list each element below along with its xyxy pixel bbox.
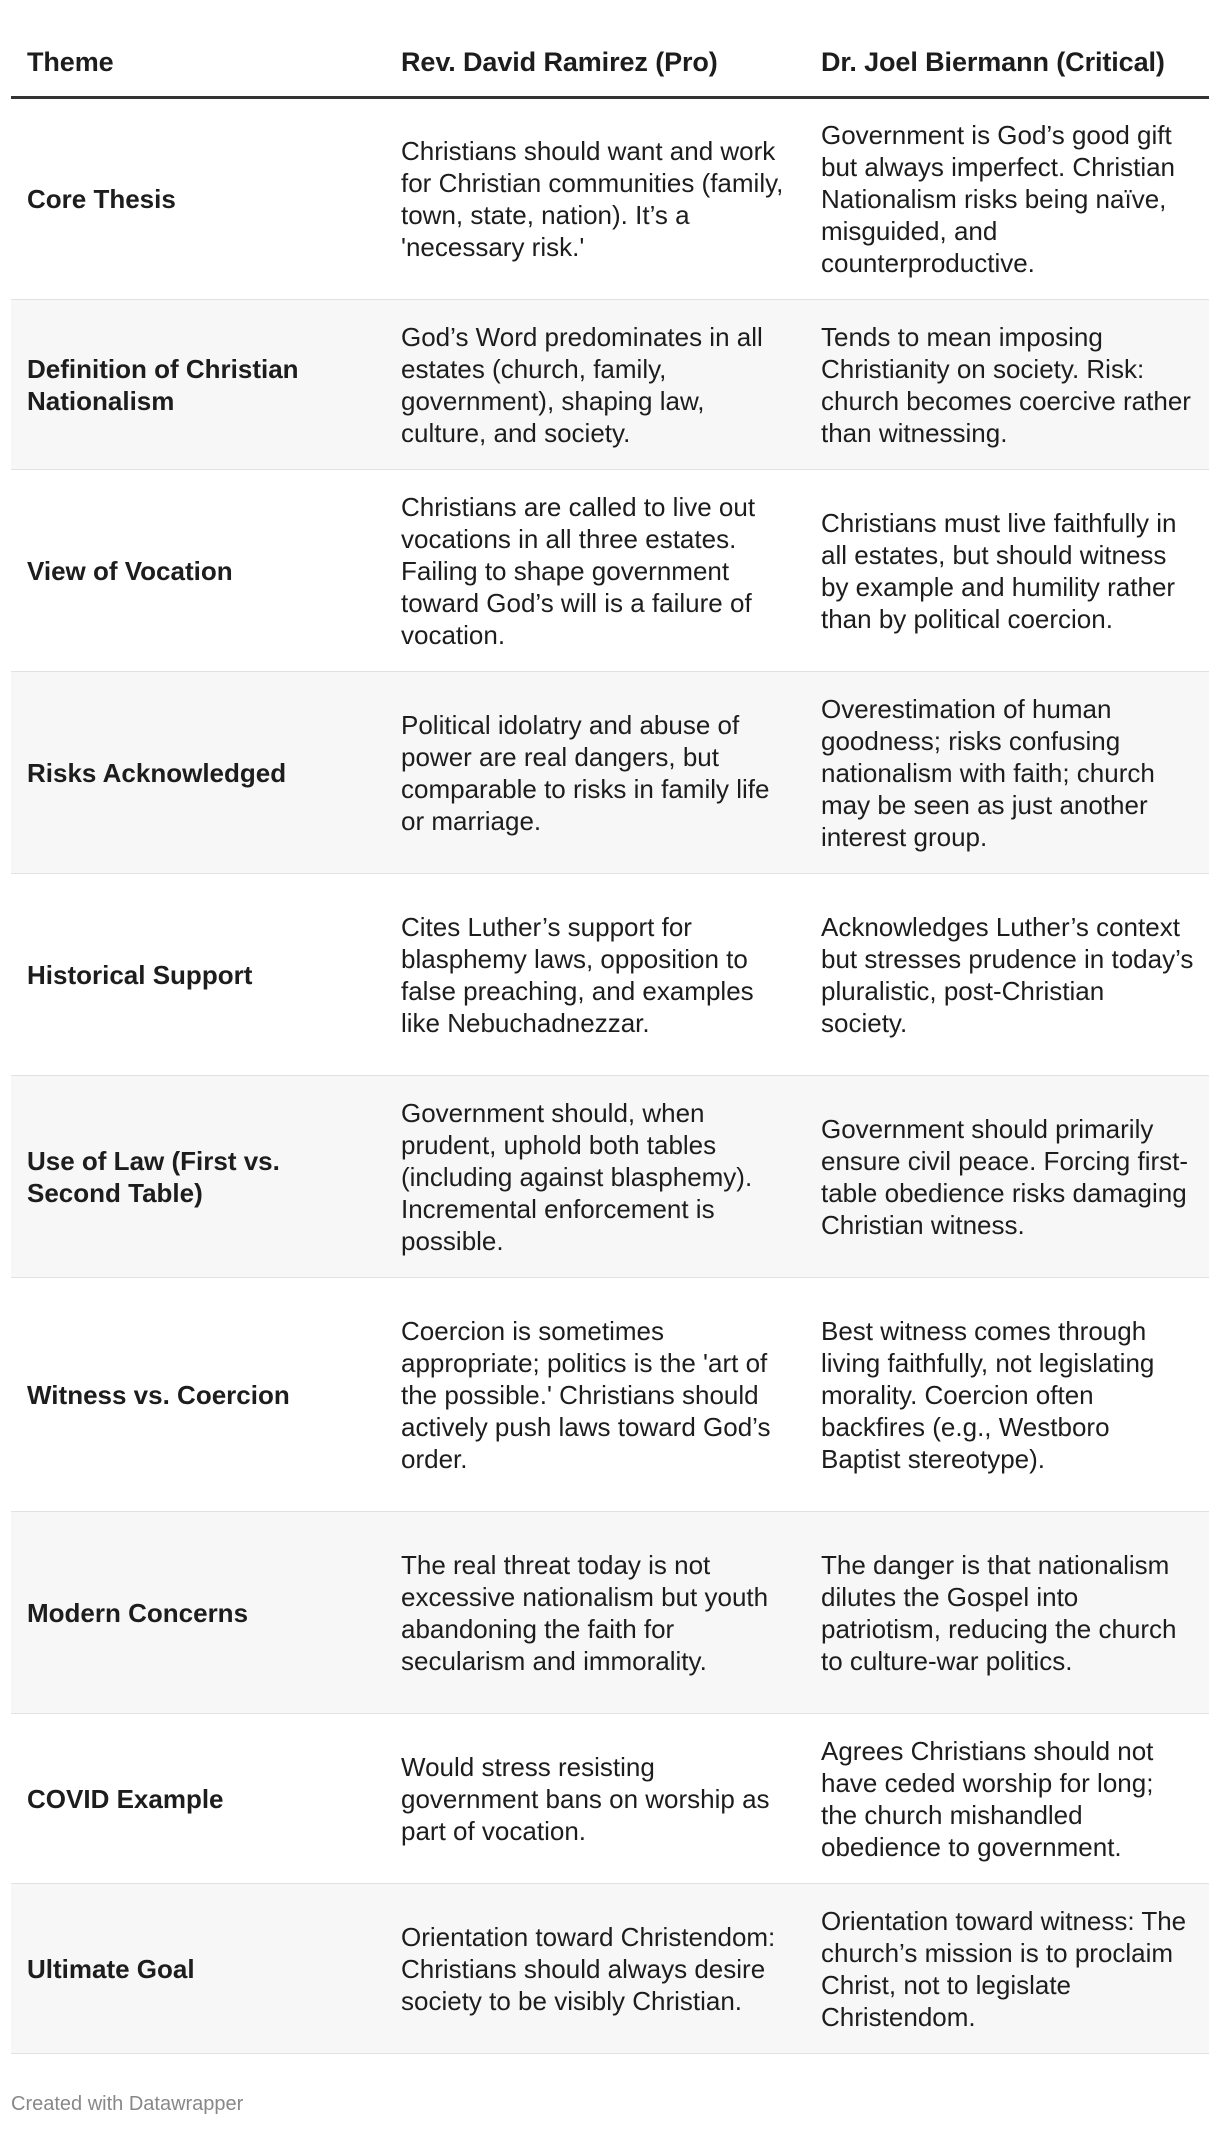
theme-cell: Definition of Christian Nationalism — [27, 353, 299, 416]
critical-cell: Government should primarily ensure civil peace. Forcing first-table obedience risks damaging Christian witness. — [821, 1113, 1189, 1240]
pro-cell: Government should, when prudent, uphold both tables (including against blasphemy). Incremental enforcement is possible. — [401, 1097, 753, 1256]
table-row — [11, 300, 1209, 470]
critical-cell: Government is God’s good gift but always imperfect. Christian Nationalism risks being naïve, misguided, and counterproductive. — [821, 120, 1176, 278]
table-header — [11, 30, 1209, 98]
table-row — [11, 874, 1209, 1076]
critical-cell: Overestimation of human goodness; risks confusing nationalism with faith; church may be seen as just another interest group. — [821, 693, 1155, 852]
pro-cell: Christians should want and work for Christian communities (family, town, state, nation). It’s a 'necessary risk.' — [401, 136, 784, 262]
critical-cell: Best witness comes through living faithfully, not legislating morality. Coercion often backfires (e.g., Westboro Baptist stereotype). — [821, 1315, 1155, 1474]
header-pro: Rev. David Ramirez (Pro) — [385, 30, 805, 98]
theme-cell: Use of Law (First vs. Second Table) — [27, 1145, 280, 1208]
header-row — [11, 30, 1209, 98]
theme-cell: Historical Support — [27, 959, 253, 990]
theme-cell: Witness vs. Coercion — [27, 1379, 290, 1410]
critical-cell: Christians must live faithfully in all estates, but should witness by example and humility rather than by political coercion. — [821, 507, 1177, 634]
critical-cell: Orientation toward witness: The church’s mission is to proclaim Christ, not to legislate Christendom. — [821, 1905, 1187, 2032]
theme-cell: Risks Acknowledged — [27, 757, 287, 788]
header-critical: Dr. Joel Biermann (Critical) — [805, 30, 1209, 98]
critical-cell: Acknowledges Luther’s context but stresses prudence in today’s pluralistic, post-Christian society. — [821, 911, 1194, 1038]
critical-cell: Tends to mean imposing Christianity on society. Risk: church becomes coercive rather than witnessing. — [821, 321, 1191, 448]
pro-cell: Christians are called to live out vocations in all three estates. Failing to shape government toward God’s will is a failure of vocation. — [401, 491, 756, 650]
pro-cell: Orientation toward Christendom: Christians should always desire society to be visibly Christian. — [401, 1921, 776, 2016]
comparison-table-container — [11, 30, 1209, 2054]
pro-cell: Political idolatry and abuse of power are real dangers, but comparable to risks in family life or marriage. — [401, 709, 770, 836]
theme-cell: Modern Concerns — [27, 1597, 249, 1628]
table-row — [11, 1512, 1209, 1714]
pro-cell: The real threat today is not excessive nationalism but youth abandoning the faith for secularism and immorality. — [401, 1549, 769, 1676]
table-row — [11, 1884, 1209, 2054]
datawrapper-credit[interactable]: Created with Datawrapper — [11, 2093, 244, 2115]
table-row — [11, 470, 1209, 672]
table-row — [11, 1714, 1209, 1884]
critical-cell: Agrees Christians should not have ceded worship for long; the church mishandled obedience to government. — [821, 1735, 1154, 1862]
header-theme: Theme — [11, 30, 385, 98]
theme-cell: Core Thesis — [27, 184, 176, 214]
table-row — [11, 98, 1209, 300]
pro-cell: Coercion is sometimes appropriate; politics is the 'art of the possible.' Christians should actively push laws toward God’s order. — [401, 1315, 771, 1474]
theme-cell: View of Vocation — [27, 555, 233, 586]
theme-cell: COVID Example — [27, 1783, 224, 1814]
comparison-table — [11, 30, 1209, 2054]
critical-cell: The danger is that nationalism dilutes the Gospel into patriotism, reducing the church to culture-war politics. — [821, 1549, 1177, 1676]
table-row — [11, 1278, 1209, 1512]
pro-cell: Cites Luther’s support for blasphemy laws, opposition to false preaching, and examples like Nebuchadnezzar. — [401, 911, 754, 1038]
table-body — [11, 98, 1209, 2054]
pro-cell: God’s Word predominates in all estates (church, family, government), shaping law, culture, and society. — [401, 321, 763, 448]
table-row — [11, 672, 1209, 874]
table-row — [11, 1076, 1209, 1278]
theme-cell: Ultimate Goal — [27, 1953, 195, 1984]
pro-cell: Would stress resisting government bans on worship as part of vocation. — [401, 1751, 770, 1846]
